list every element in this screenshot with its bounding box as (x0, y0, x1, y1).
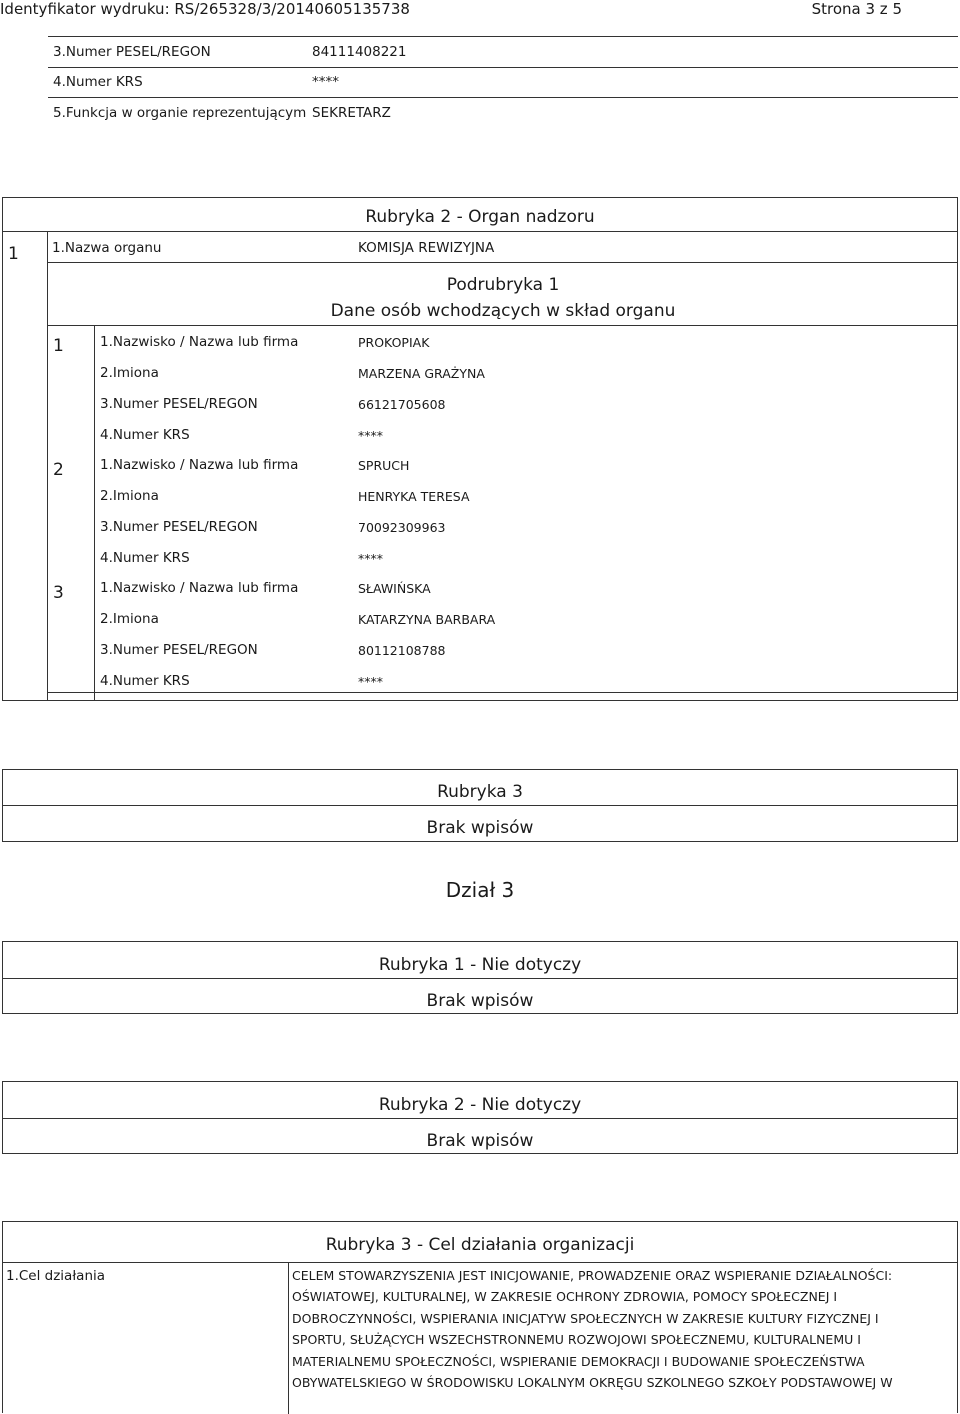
rubryka-3-empty: Brak wpisów (426, 818, 534, 838)
organ-name-value: KOMISJA REWIZYJNA (358, 240, 495, 256)
podrubryka-title: Podrubryka 1 (446, 275, 560, 295)
person-field-label: 4.Numer KRS (100, 550, 190, 566)
field-label: 3.Numer PESEL/REGON (53, 44, 211, 60)
person-field-label: 2.Imiona (100, 611, 159, 627)
dzial3-rubryka-1-title: Rubryka 1 - Nie dotyczy (378, 955, 582, 975)
person-field-value: **** (358, 551, 383, 566)
cel-dzialania-text: CELEM STOWARZYSZENIA JEST INICJOWANIE, PROWADZENIE ORAZ WSPIERANIE DZIAŁALNOŚCI: OŚWIATOWEJ, KULTURALNEJ, W ZAKRESIE OCHRONY ZDROWIA, POMOCY SPOŁECZNEJ I DOBROCZYNNOŚCI, WSPIERANIA INICJATYW SPOŁECZNYCH W ZAKRESIE KULTURY FIZYCZNEJ I SPORTU, SŁUŻĄCYCH WSZECHSTRONNEMU ROZWOJOWI SPOŁECZNEMU, KULTURALNEMU I MATERIALNEMU SPOŁECZNOŚCI, WSPIERANIE DEMOKRACJI I BUDOWANIE SPOŁECZEŃSTWA OBYWATELSKIEGO W ŚRODOWISKU LOKALNYM OKRĘGU SZKOLNEGO SZKOŁY PODSTAWOWEJ W (292, 1268, 893, 1391)
row-divider (48, 36, 958, 37)
dzial-3-title: Dział 3 (445, 878, 515, 902)
dzial3-rubryka-1-empty: Brak wpisów (426, 991, 534, 1011)
organ-index: 1 (8, 244, 19, 264)
person-index: 1 (53, 336, 64, 356)
person-field-value: SPRUCH (358, 458, 410, 473)
person-field-label: 3.Numer PESEL/REGON (100, 642, 258, 658)
person-column-divider (94, 325, 95, 701)
person-field-value: HENRYKA TERESA (358, 489, 470, 504)
field-value: SEKRETARZ (312, 105, 391, 121)
dzial3-rubryka-2-title: Rubryka 2 - Nie dotyczy (378, 1095, 582, 1115)
person-field-value: 70092309963 (358, 520, 446, 535)
person-field-label: 1.Nazwisko / Nazwa lub firma (100, 580, 299, 596)
field-value: 84111408221 (312, 44, 407, 60)
rubryka-2-title: Rubryka 2 - Organ nadzoru (365, 207, 595, 227)
dzial3-rubryka-2-empty: Brak wpisów (426, 1131, 534, 1151)
person-field-label: 3.Numer PESEL/REGON (100, 396, 258, 412)
person-field-value: SŁAWIŃSKA (358, 581, 431, 596)
person-field-value: PROKOPIAK (358, 335, 430, 350)
section-divider (2, 1118, 958, 1119)
person-field-value: KATARZYNA BARBARA (358, 612, 496, 627)
person-field-value: 80112108788 (358, 643, 446, 658)
section-divider (2, 1262, 958, 1263)
person-field-label: 2.Imiona (100, 488, 159, 504)
section-divider (47, 692, 958, 693)
field-label: 5.Funkcja w organie reprezentującym (53, 105, 307, 121)
person-field-value: MARZENA GRAŻYNA (358, 366, 485, 381)
person-field-label: 3.Numer PESEL/REGON (100, 519, 258, 535)
field-value: **** (312, 74, 339, 90)
person-field-value: **** (358, 674, 383, 689)
person-field-value: 66121705608 (358, 397, 446, 412)
page-number: Strona 3 z 5 (811, 0, 902, 18)
person-field-label: 2.Imiona (100, 365, 159, 381)
person-field-label: 4.Numer KRS (100, 427, 190, 443)
top-fields (0, 0, 960, 130)
person-field-value: **** (358, 428, 383, 443)
section-divider (2, 805, 958, 806)
person-index: 2 (53, 460, 64, 480)
section-divider (2, 978, 958, 979)
field-label: 4.Numer KRS (53, 74, 143, 90)
dzial3-rubryka-3-title: Rubryka 3 - Cel działania organizacji (325, 1235, 635, 1255)
person-field-label: 1.Nazwisko / Nazwa lub firma (100, 457, 299, 473)
row-divider (48, 97, 958, 98)
person-field-label: 1.Nazwisko / Nazwa lub firma (100, 334, 299, 350)
rubryka-3-title: Rubryka 3 (437, 782, 523, 802)
organ-name-label: 1.Nazwa organu (52, 240, 162, 256)
section-divider (47, 325, 958, 326)
section-divider (47, 262, 958, 263)
column-divider (288, 1262, 289, 1414)
cel-dzialania-label: 1.Cel działania (6, 1268, 106, 1284)
person-index: 3 (53, 583, 64, 603)
section-divider (2, 231, 958, 232)
podrubryka-subtitle: Dane osób wchodzących w skład organu (330, 301, 676, 321)
print-identifier: Identyfikator wydruku: RS/265328/3/20140605135738 (0, 0, 410, 18)
row-divider (48, 67, 958, 68)
person-field-label: 4.Numer KRS (100, 673, 190, 689)
